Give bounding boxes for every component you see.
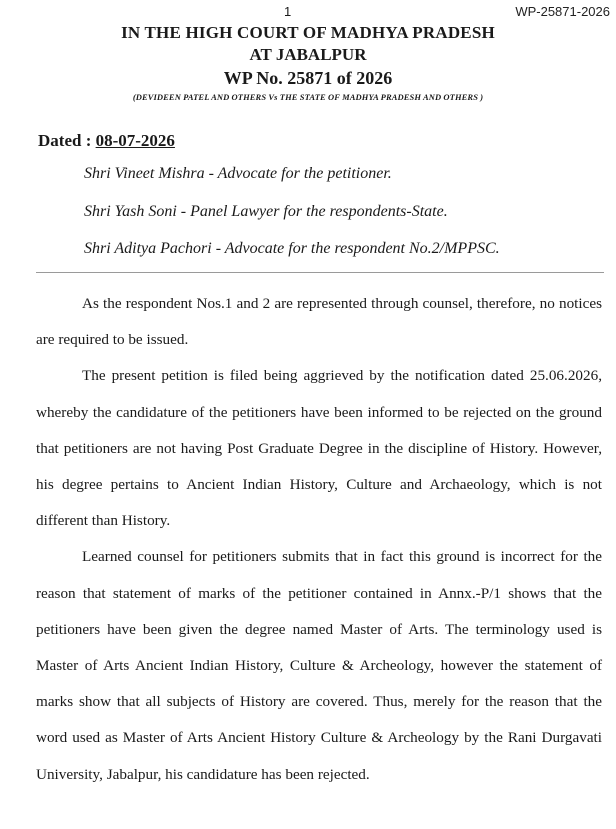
date-value: 08-07-2026	[95, 131, 175, 150]
counsel-state: Shri Yash Soni - Panel Lawyer for the respondents-State.	[84, 203, 448, 220]
court-title: IN THE HIGH COURT OF MADHYA PRADESH	[121, 23, 495, 42]
order-body	[36, 286, 602, 793]
counsel-petitioner: Shri Vineet Mishra - Advocate for the petitioner.	[84, 165, 392, 182]
paragraph: As the respondent Nos.1 and 2 are represented through counsel, therefore, no notices are required to be issued.	[36, 295, 602, 349]
court-seat: AT JABALPUR	[249, 45, 367, 64]
order-date	[38, 131, 175, 151]
date-label: Dated :	[38, 131, 96, 150]
document-header	[0, 22, 616, 103]
case-number: WP No. 25871 of 2026	[223, 68, 393, 88]
counsel-respondent-2: Shri Aditya Pachori - Advocate for the respondent No.2/MPPSC.	[84, 240, 500, 257]
document-id: WP-25871-2026	[515, 4, 610, 19]
case-parties: (DEVIDEEN PATEL AND OTHERS Vs THE STATE OF MADHYA PRADESH AND OTHERS )	[132, 92, 484, 102]
paragraph: The present petition is filed being aggrieved by the notification dated 25.06.2026, whereby the candidature of the petitioners have been informed to be rejected on the ground that petitioners are not having Post Graduate Degree in the discipline of History. However, his degree pertains to Ancient Indian History, Culture and Archaeology, which is not different than History.	[36, 367, 602, 530]
section-divider	[36, 272, 604, 273]
paragraph: Learned counsel for petitioners submits that in fact this ground is incorrect for the reason that statement of marks of the petitioner contained in Annx.-P/1 shows that the petitioners have been given the degree named Master of Arts. The terminology used is Master of Arts Ancient Indian History, Culture & Archeology, however the statement of marks show that all subjects of History are covered. Thus, merely for the reason that the word used as Master of Arts Ancient History Culture & Archeology by the Rani Durgavati University, Jabalpur, his candidature has been rejected.	[36, 548, 602, 783]
page-number: 1	[284, 4, 292, 19]
